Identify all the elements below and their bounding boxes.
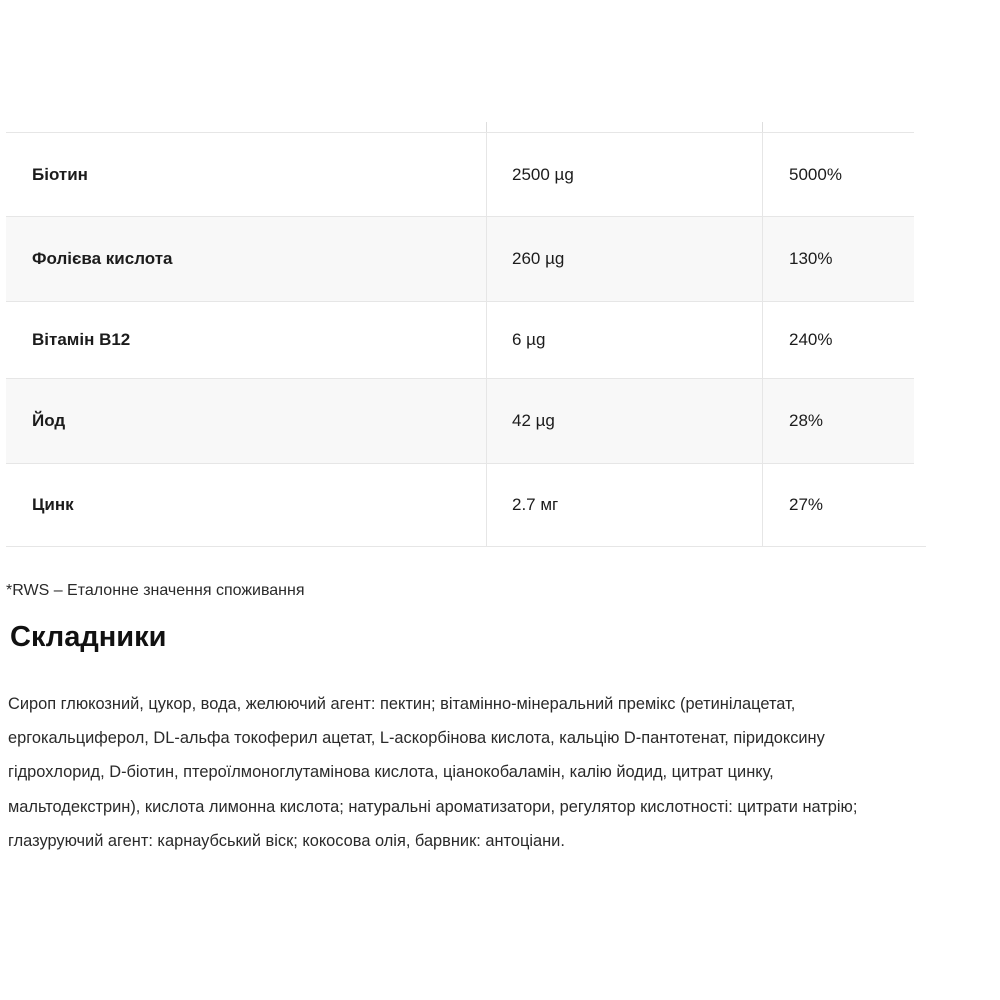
- nutrient-amount: 6 µg: [486, 302, 762, 378]
- rws-footnote: *RWS – Еталонне значення споживання: [6, 582, 305, 599]
- ingredients-heading: Складники: [10, 621, 167, 653]
- nutrient-rws: 28%: [762, 379, 914, 463]
- ingredients-line: мальтодекстрин), кислота лимонна кислота; натуральні ароматизатори, регулятор кислотності: цитрати натрію;: [8, 797, 858, 816]
- table-row: [6, 463, 914, 546]
- nutrient-amount: 2.7 мг: [486, 464, 762, 546]
- nutrient-name: Цинк: [32, 495, 74, 514]
- nutrient-amount: 2500 µg: [486, 133, 762, 216]
- column-divider: [762, 122, 763, 132]
- nutrient-name: Йод: [32, 411, 66, 430]
- nutrient-name: Вітамін B12: [32, 330, 131, 349]
- ingredients-line: Сироп глюкозний, цукор, вода, желюючий агент: пектин; вітамінно-мінеральний премікс (ретинілацетат,: [8, 695, 796, 713]
- ingredients-line: ергокальциферол, DL-альфа токоферил ацетат, L-аскорбінова кислота, кальцію D-пантотенат, піридоксину: [8, 729, 825, 748]
- ingredients-line: глазуруючий агент: карнаубський віск; кокосова олія, барвник: антоціани.: [8, 831, 565, 850]
- ingredients-line: гідрохлорид, D-біотин, птероїлмоноглутамінова кислота, ціанокобаламін, калію йодид, цитрат цинку,: [8, 763, 774, 782]
- nutrient-rws: 240%: [762, 302, 914, 378]
- column-divider: [486, 122, 487, 132]
- nutrient-name: Біотин: [32, 164, 88, 184]
- table-row: [6, 132, 914, 216]
- table-row: [6, 378, 914, 463]
- nutrition-table: [6, 122, 926, 547]
- nutrient-rws: 27%: [762, 464, 914, 546]
- ingredients-text: [8, 687, 1000, 858]
- table-row: [6, 301, 914, 378]
- nutrient-rws: 130%: [762, 217, 914, 301]
- nutrient-amount: 42 µg: [486, 379, 762, 463]
- table-row: [6, 216, 914, 301]
- nutrient-name: Фолієва кислота: [32, 249, 173, 268]
- nutrient-amount: 260 µg: [486, 217, 762, 301]
- nutrient-rws: 5000%: [762, 133, 914, 216]
